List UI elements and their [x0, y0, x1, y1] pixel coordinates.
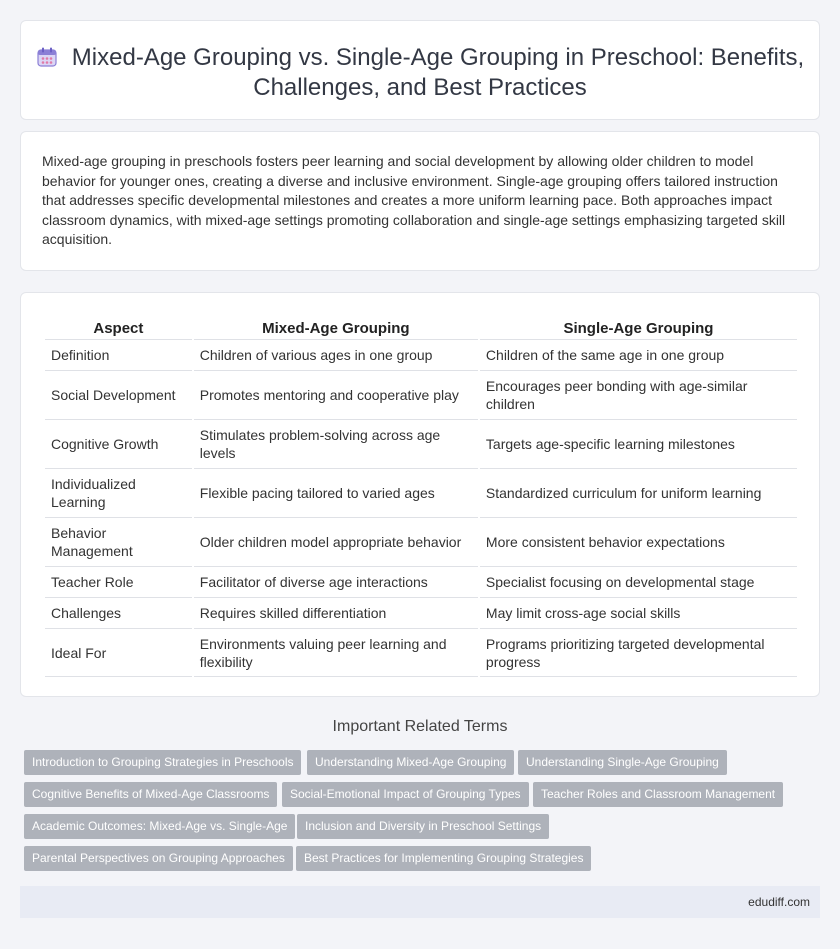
related-term-tag[interactable]: Academic Outcomes: Mixed-Age vs. Single-Age — [24, 814, 295, 839]
table-cell: Children of the same age in one group — [480, 339, 797, 370]
column-header-mixed-age: Mixed-Age Grouping — [262, 320, 410, 337]
column-header-single-age: Single-Age Grouping — [563, 320, 714, 337]
summary-paragraph: Mixed-age grouping in preschools fosters peer learning and social development by allowing older children to model behavior for younger ones, creating a diverse and inclusive environment. Single-age grouping offers tailored instruction that addresses specific developmental milestones and creates a more uniform learning pace. Both approaches impact classroom dynamics, with mixed-age settings promoting collaboration and single-age settings emphasizing targeted skill acquisition. — [42, 153, 786, 247]
table-cell: More consistent behavior expectations — [480, 517, 797, 566]
table-cell: Older children model appropriate behavior — [194, 517, 478, 566]
table-cell: Teacher Role — [45, 566, 192, 597]
related-term-tag[interactable]: Understanding Single-Age Grouping — [518, 750, 727, 775]
table-row — [45, 468, 797, 517]
related-term-tag[interactable]: Parental Perspectives on Grouping Approaches — [24, 846, 293, 871]
table-row — [45, 419, 797, 468]
table-cell: Children of various ages in one group — [194, 339, 478, 370]
comparison-card — [20, 292, 820, 697]
table-cell: Targets age-specific learning milestones — [480, 419, 797, 468]
title-card — [20, 20, 820, 120]
table-row — [45, 339, 797, 370]
related-term-tag[interactable]: Inclusion and Diversity in Preschool Settings — [297, 814, 549, 839]
table-cell: Behavior Management — [45, 517, 192, 566]
related-term-tag[interactable]: Teacher Roles and Classroom Management — [533, 782, 783, 807]
column-header-aspect: Aspect — [93, 320, 144, 337]
table-cell: Social Development — [45, 370, 192, 419]
calendar-icon — [36, 46, 58, 68]
table-row — [45, 370, 797, 419]
table-cell: Specialist focusing on developmental stage — [480, 566, 797, 597]
table-cell: Environments valuing peer learning and flexibility — [194, 628, 478, 677]
table-row — [45, 566, 797, 597]
table-cell: Encourages peer bonding with age-similar children — [480, 370, 797, 419]
table-row — [45, 628, 797, 677]
related-term-tag[interactable]: Social-Emotional Impact of Grouping Types — [282, 782, 529, 807]
table-cell: Requires skilled differentiation — [194, 597, 478, 628]
table-cell: Cognitive Growth — [45, 419, 192, 468]
table-row — [45, 517, 797, 566]
table-row — [45, 597, 797, 628]
table-cell: May limit cross-age social skills — [480, 597, 797, 628]
related-term-tag[interactable]: Cognitive Benefits of Mixed-Age Classrooms — [24, 782, 277, 807]
table-cell: Definition — [45, 339, 192, 370]
related-term-tag[interactable]: Best Practices for Implementing Grouping Strategies — [296, 846, 591, 871]
table-header-row — [45, 313, 797, 339]
page-title-text: Mixed-Age Grouping vs. Single-Age Grouping in Preschool: Benefits, Challenges, and Best Practices — [71, 44, 805, 101]
table-cell: Promotes mentoring and cooperative play — [194, 370, 478, 419]
table-cell: Individualized Learning — [45, 468, 192, 517]
table-cell: Flexible pacing tailored to varied ages — [194, 468, 478, 517]
table-cell: Facilitator of diverse age interactions — [194, 566, 478, 597]
table-cell: Ideal For — [45, 628, 192, 677]
related-term-tag[interactable]: Understanding Mixed-Age Grouping — [307, 750, 514, 775]
comparison-table — [43, 313, 799, 677]
related-terms-heading: Important Related Terms — [332, 718, 508, 735]
table-cell: Programs prioritizing targeted developmental progress — [480, 628, 797, 677]
footer-site-link[interactable]: edudiff.com — [748, 895, 810, 909]
table-cell: Stimulates problem-solving across age levels — [194, 419, 478, 468]
table-cell: Challenges — [45, 597, 192, 628]
footer — [20, 886, 820, 918]
related-term-tag[interactable]: Introduction to Grouping Strategies in Preschools — [24, 750, 301, 775]
page-title — [21, 43, 819, 103]
summary-card — [20, 131, 820, 271]
table-cell: Standardized curriculum for uniform learning — [480, 468, 797, 517]
